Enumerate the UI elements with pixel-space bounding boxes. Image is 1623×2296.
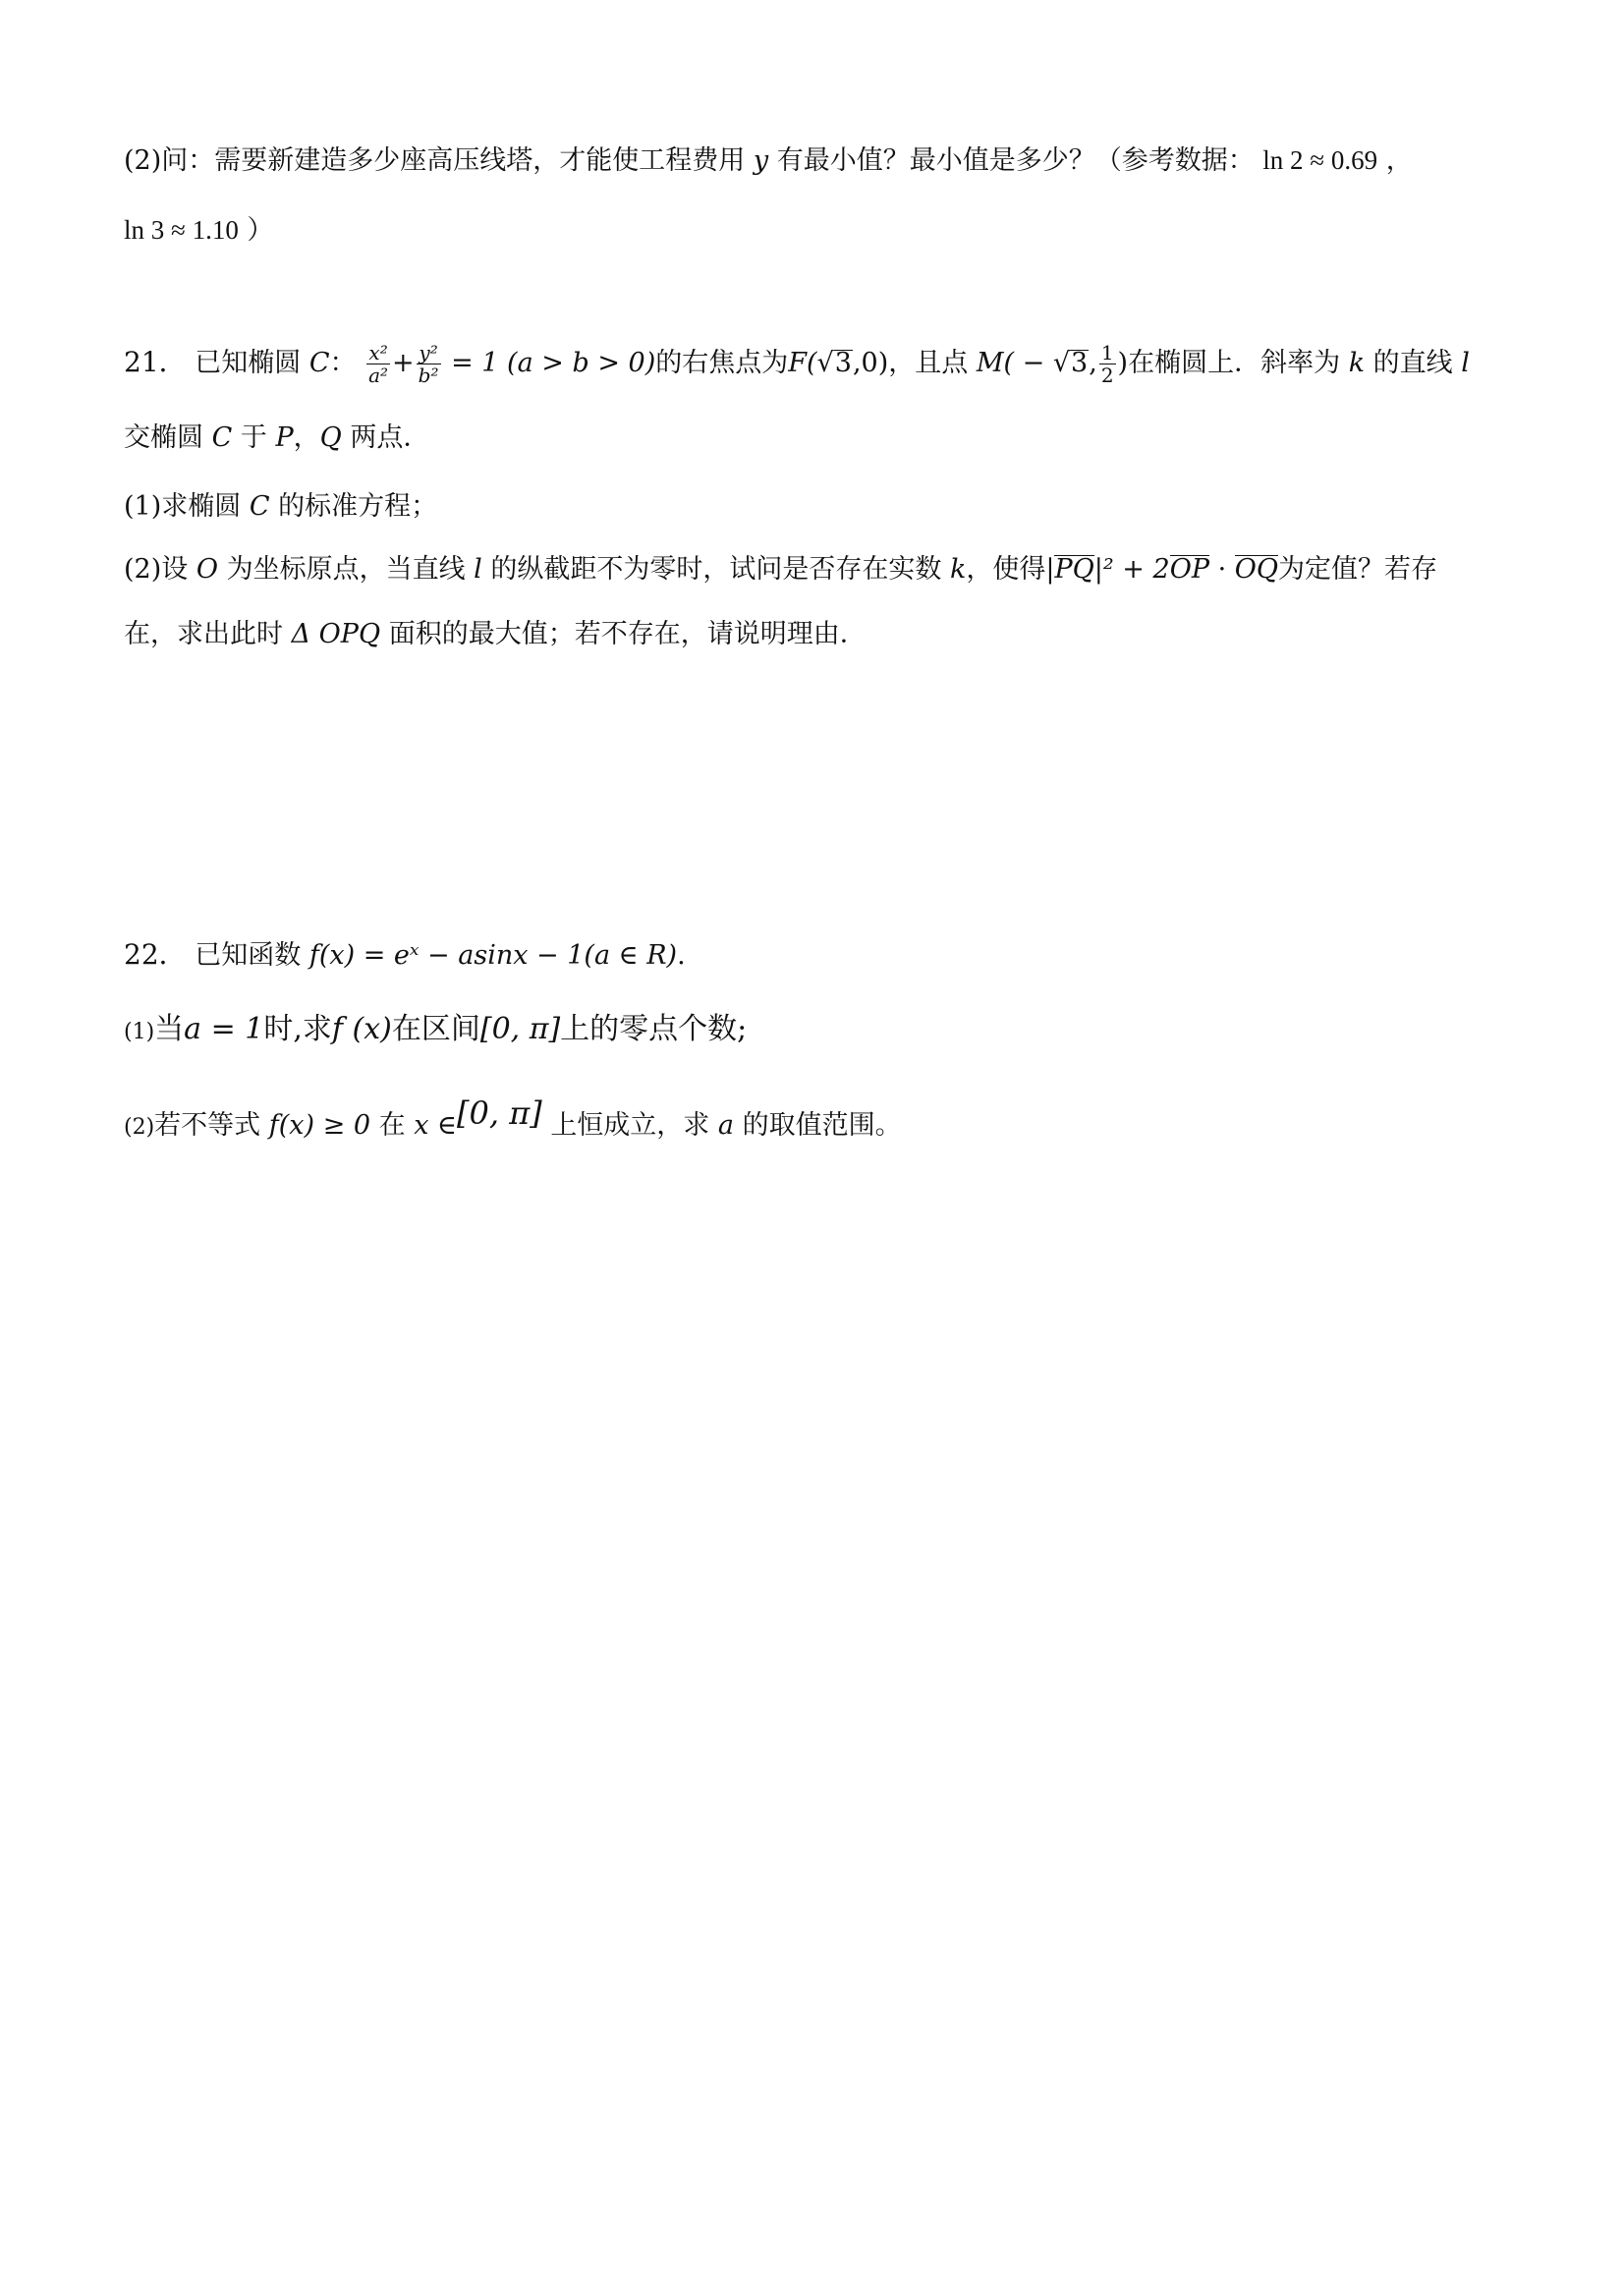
q21-dot: ·: [1209, 554, 1235, 585]
q22-p2-a: 若不等式: [154, 1110, 261, 1141]
q20-part2-text-b: 有最小值？最小值是多少？（参考数据：: [776, 145, 1255, 176]
q21-line2-b: 于: [240, 422, 267, 453]
q21-line2-end: 两点．: [350, 422, 430, 453]
q21-l: l: [1461, 348, 1470, 378]
q21-vec-pq: PQ: [1054, 554, 1094, 585]
q21-part1-c: C: [249, 491, 270, 522]
q22-p1-interval: [0, π]: [479, 1012, 561, 1046]
q21-point-m: M( −: [976, 348, 1053, 378]
q21-sqrt-sign: √: [816, 348, 834, 378]
q21-abs-open: |: [1045, 554, 1055, 585]
q21-c-name: C: [308, 348, 330, 378]
q21-sqrt3: 3: [834, 348, 852, 378]
q20-comma: ，: [1385, 145, 1413, 176]
q22-p1-f: f (x): [331, 1012, 392, 1046]
q21-q: Q: [319, 422, 342, 453]
q22-p2-c: 上恒成立，求: [550, 1110, 710, 1141]
q21-sqrt3-b: 3: [1071, 348, 1089, 378]
q21-point-end: ): [1117, 348, 1129, 378]
q21-line-text: 的直线: [1372, 348, 1453, 378]
q22-end: .: [677, 940, 686, 971]
q21-frac-y-num: y²: [417, 342, 441, 364]
q21-part1-b: 的标准方程；: [278, 491, 438, 522]
q22-p2-interval: [0, π]: [457, 1094, 542, 1132]
q21-abs-close: |² + 2: [1093, 554, 1170, 585]
q21-part2-e: 为定值？若存: [1278, 554, 1438, 585]
q21-part2-k: k: [950, 554, 967, 585]
q20-part2-line2: [124, 210, 273, 251]
q21-plus: +: [392, 348, 415, 378]
q22-p1-a: 当: [154, 1012, 185, 1046]
q22-p2-x: x ∈: [414, 1110, 458, 1141]
q21-part1-a: (1)求椭圆: [124, 491, 242, 522]
q21-focus-f: F(: [788, 348, 817, 378]
q21-half-num: 1: [1100, 341, 1114, 364]
q22-p1-cond: a = 1: [184, 1012, 264, 1046]
q21-part2-line2: [124, 615, 867, 654]
q20-ln3: ln 3 ≈ 1.10: [124, 215, 239, 245]
q21-part2-c: 的纵截距不为零时，试问是否存在实数: [490, 554, 942, 585]
q21-on-ellipse: 在椭圆上．斜率为: [1128, 348, 1341, 378]
q21-sqrt-sign-2: √: [1052, 348, 1071, 378]
q22-part2: [124, 1094, 902, 1148]
q22-p1-c: 在区间: [391, 1012, 480, 1046]
q21-number: 21．: [124, 346, 187, 378]
q21-eq-rest: = 1 (a > b > 0): [451, 348, 656, 378]
q21-frac-y: [417, 342, 441, 386]
q22-p2-label: (2): [124, 1115, 155, 1140]
q21-line2-a: 交椭圆: [124, 422, 203, 453]
q21-intro: 已知椭圆: [195, 348, 302, 378]
q21-frac-y-den: b²: [418, 364, 439, 387]
q21-frac-x: [366, 342, 390, 386]
q20-close: ）: [247, 215, 274, 246]
q22-p1-d: 上的零点个数;: [560, 1012, 748, 1046]
q21-line2-c: C: [211, 422, 233, 453]
q21-part2-a: (2)设: [124, 554, 189, 585]
q20-part2-line1: [124, 140, 1413, 181]
q22-line1: [124, 935, 686, 976]
q22-p1-label: (1): [124, 1020, 155, 1044]
q21-frac-x-num: x²: [366, 342, 390, 364]
q22-p1-b: 时,求: [263, 1012, 332, 1046]
q21-part2-d: ，使得: [966, 554, 1046, 585]
q21-colon: ：: [329, 348, 357, 378]
q22-part1: [124, 1010, 747, 1052]
q22-p2-d: 的取值范围。: [742, 1110, 902, 1141]
q21-part2-l: l: [474, 554, 482, 585]
q22-p2-a-var: a: [717, 1110, 735, 1141]
q21-point-text: ，且点: [888, 348, 969, 378]
q21-sep: ，: [293, 422, 320, 453]
q21-triangle: Δ OPQ: [291, 619, 381, 649]
q21-part2-b: 为坐标原点，当直线: [226, 554, 466, 585]
q21-part1: [124, 487, 437, 527]
q21-vec-oq: OQ: [1234, 554, 1279, 585]
q21-frac-x-den: a²: [368, 364, 389, 387]
q21-focus-end: ,0): [852, 348, 889, 378]
q21-p: P: [275, 422, 294, 453]
q21-last-a: 在，求出此时: [124, 619, 283, 649]
q21-line1: 21． 已知椭圆 C： $\frac{\text{x²}}{\text{a²}}$ + $\frac{\text{y²}}{\text{b²}}$ = 1 (a > b > 0)的右焦点为F(√3,0)，且点 M( − √3, $\frac{1}{2}$ )在椭圆上．斜率为 k 的直线 l: [124, 341, 1470, 387]
q21-vec-op: OP: [1169, 554, 1209, 585]
q20-var-y: y: [753, 145, 769, 176]
q22-intro: 已知函数: [195, 940, 302, 971]
q21-k: k: [1348, 348, 1366, 378]
q21-o: O: [196, 554, 218, 585]
q21-focus-text: 的右焦点为: [655, 348, 789, 378]
q22-p2-b: 在: [378, 1110, 406, 1141]
q22-func: f(x) = eˣ − asinx − 1(a ∈ R): [308, 940, 678, 971]
q21-half-den: 2: [1100, 364, 1114, 387]
q21-half: [1099, 342, 1116, 386]
q20-part2-text: (2)问：需要新建造多少座高压线塔，才能使工程费用: [124, 145, 746, 176]
q21-part2-line1: [124, 550, 1437, 589]
q21-last-b: 面积的最大值；若不存在，请说明理由．: [388, 619, 867, 649]
q21-line2: [124, 419, 429, 458]
q22-number: 22．: [124, 938, 187, 971]
q20-ln2: ln 2 ≈ 0.69: [1262, 145, 1378, 175]
q22-p2-ineq: f(x) ≥ 0: [268, 1110, 371, 1141]
